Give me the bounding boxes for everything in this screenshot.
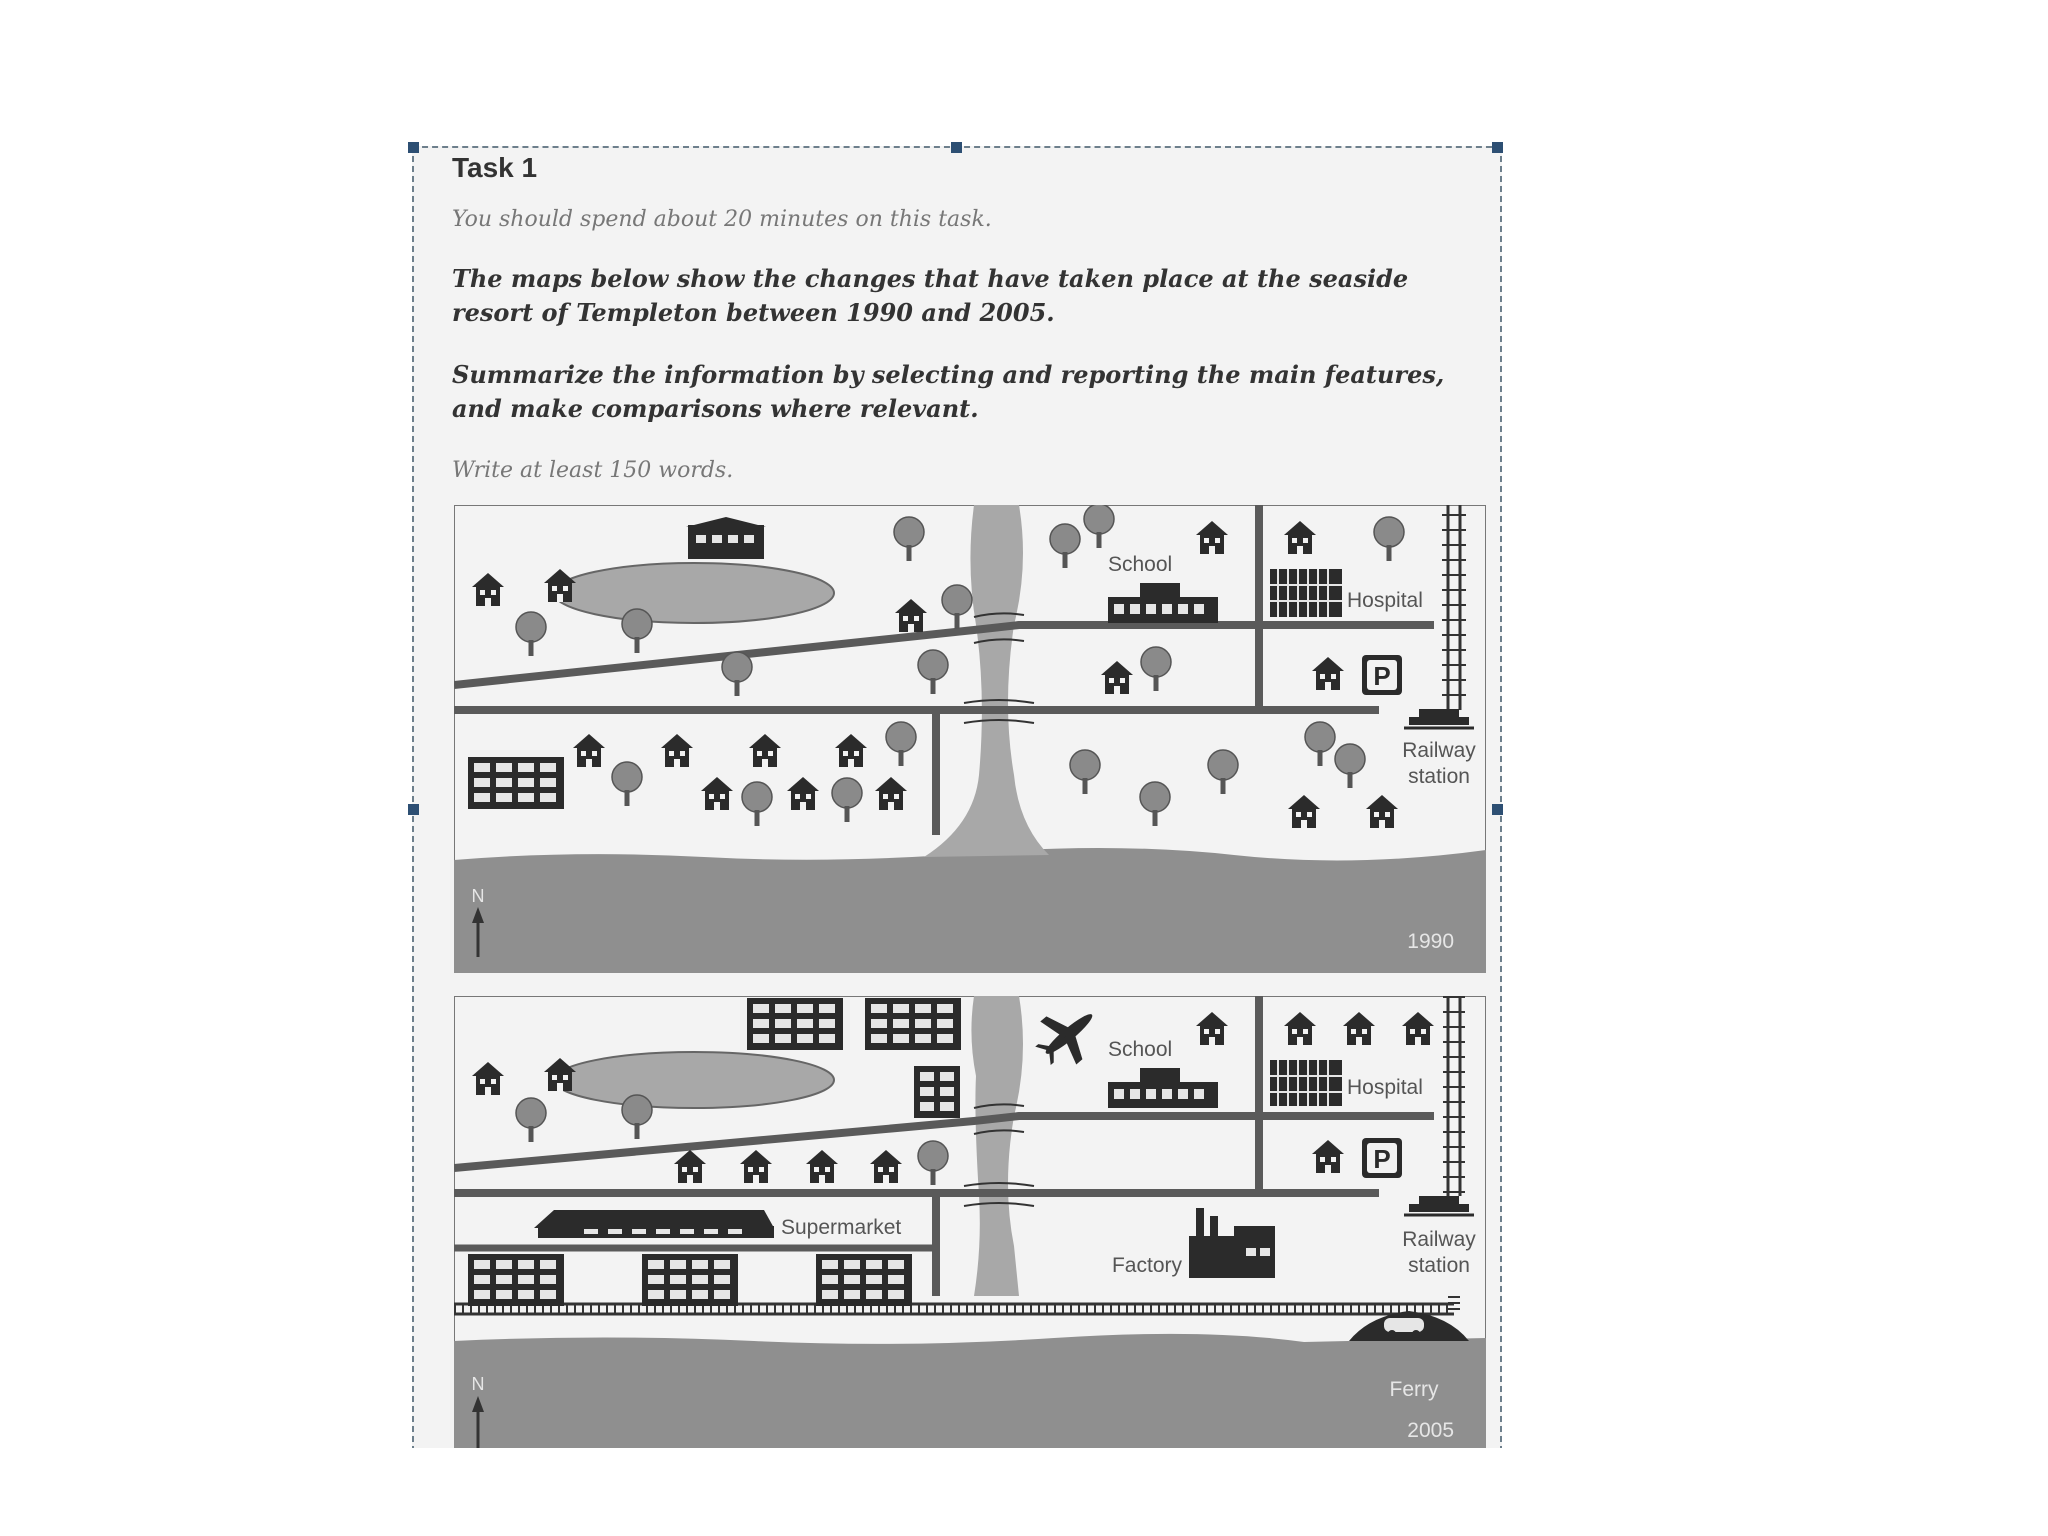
lake [554,1052,834,1108]
north-label: N [471,1374,485,1394]
hospital-label: Hospital [1347,589,1423,612]
apartment-block-icon [642,1254,738,1306]
railway-station-label: Railway [1402,739,1476,762]
apartment-block-icon [914,1066,960,1118]
railway-station-label: station [1408,765,1470,788]
map-year: 2005 [1407,1419,1454,1442]
word-count-note: Write at least 150 words. [452,458,734,483]
time-note: You should spend about 20 minutes on this task. [452,207,992,232]
parking-icon [1362,655,1402,695]
page-bottom-margin [412,1448,1502,1536]
supermarket-icon [534,1210,774,1238]
apartment-block-icon [468,757,564,809]
apartment-block-icon [865,998,961,1050]
svg-text:P: P [1373,661,1391,691]
apartment-block-icon [468,1254,564,1306]
map-2005 [454,996,1486,1448]
lake [554,563,834,623]
task-title: Task 1 [452,152,538,183]
sea [454,1334,1486,1448]
hospital-icon [1270,1060,1342,1106]
ferry-label: Ferry [1389,1378,1439,1401]
map-year: 1990 [1407,930,1454,953]
railway-station-label: station [1408,1254,1470,1277]
hospital-icon [1270,569,1342,617]
parking-icon [1362,1138,1402,1178]
apartment-block-icon [747,998,843,1050]
selection-handle[interactable] [408,142,419,153]
selection-handle[interactable] [1492,142,1503,153]
selection-handle[interactable] [951,142,962,153]
factory-label: Factory [1111,1254,1182,1277]
school-label: School [1108,553,1173,576]
north-label: N [471,886,485,906]
hospital-label: Hospital [1347,1076,1423,1099]
supermarket-label: Supermarket [781,1216,902,1239]
task-prompt: The maps below show the changes that have taken place at the seaside resort of Templeton between 1990 and 2005. [452,264,1409,327]
school-label: School [1108,1038,1173,1061]
sea [454,848,1486,973]
summary-instruction: Summarize the information by selecting and reporting the main features, and make comparisons where relevant. [452,360,1445,423]
selection-handle[interactable] [408,804,419,815]
selection-handle[interactable] [1492,804,1503,815]
apartment-block-icon [816,1254,912,1306]
map-1990 [454,505,1486,973]
railway-station-label: Railway [1402,1228,1476,1251]
svg-text:P: P [1373,1144,1391,1174]
